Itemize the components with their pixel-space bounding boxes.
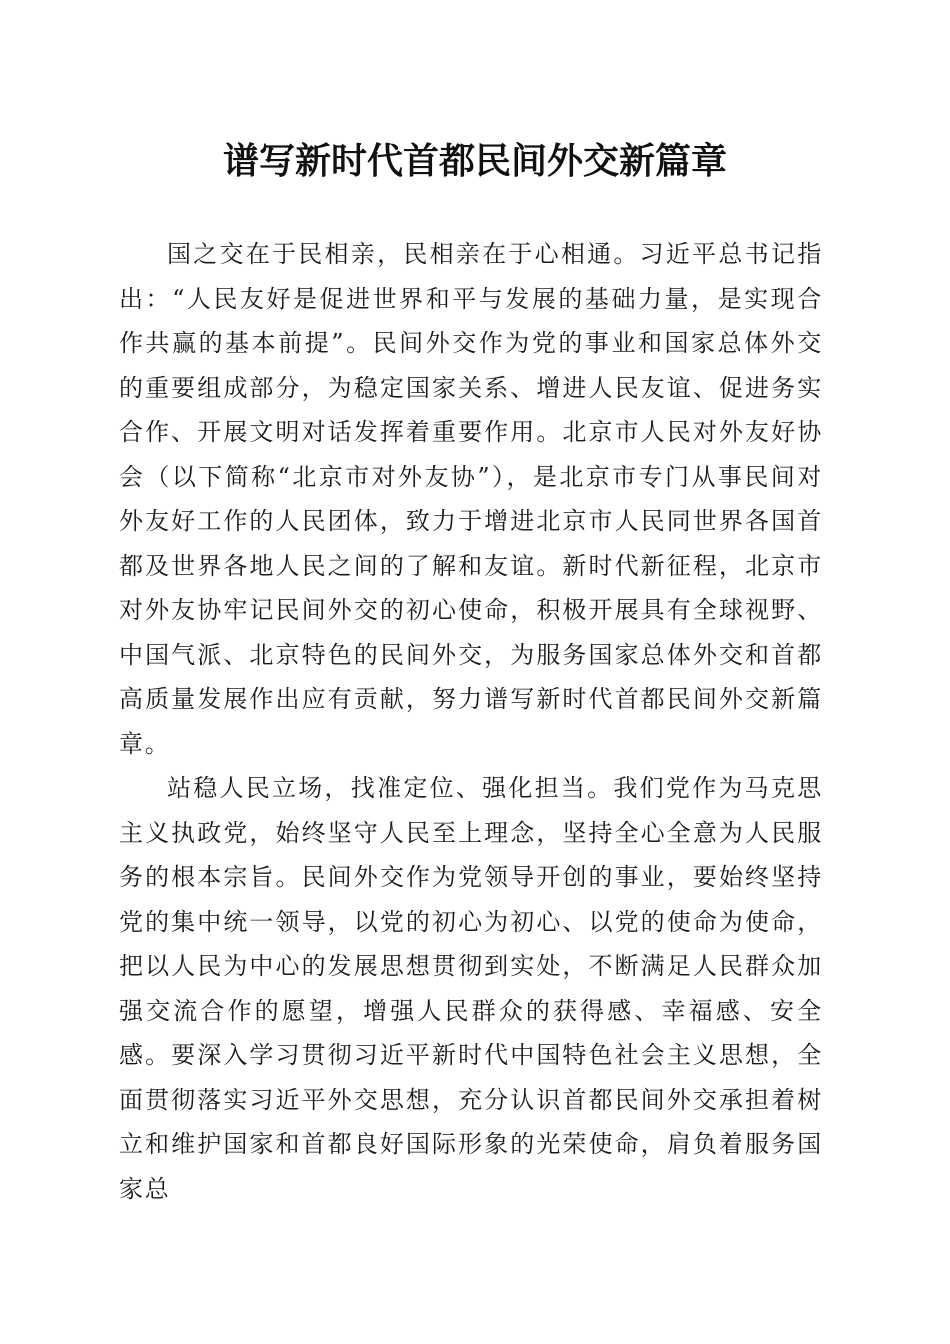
document-body [119, 232, 823, 1211]
document-title: 谱写新时代首都民间外交新篇章 [222, 140, 727, 182]
paragraph: 国之交在于民相亲，民相亲在于心相通。习近平总书记指出：“人民友好是促进世界和平与发展的基础力量，是实现合作共赢的基本前提”。民间外交作为党的事业和国家总体外交的重要组成部分，为稳定国家关系、增进人民友谊、促进务实合作、开展文明对话发挥着重要作用。北京市人民对外友好协会（以下简称“北京市对外友协”），是北京市专门从事民间对外友好工作的人民团体，致力于增进北京市人民同世界各国首都及世界各地人民之间的了解和友谊。新时代新征程，北京市对外友协牢记民间外交的初心使命，积极开展具有全球视野、中国气派、北京特色的民间外交，为服务国家总体外交和首都高质量发展作出应有贡献，努力谱写新时代首都民间外交新篇章。 [119, 240, 823, 758]
paragraph: 站稳人民立场，找准定位、强化担当。我们党作为马克思主义执政党，始终坚守人民至上理念，坚持全心全意为人民服务的根本宗旨。民间外交作为党领导开创的事业，要始终坚持党的集中统一领导，以党的初心为初心、以党的使命为使命，把以人民为中心的发展思想贯彻到实处，不断满足人民群众加强交流合作的愿望，增强人民群众的获得感、幸福感、安全感。要深入学习贯彻习近平新时代中国特色社会主义思想，全面贯彻落实习近平外交思想，充分认识首都民间外交承担着树立和维护国家和首都良好国际形象的光荣使命，肩负着服务国家总 [119, 774, 823, 1203]
